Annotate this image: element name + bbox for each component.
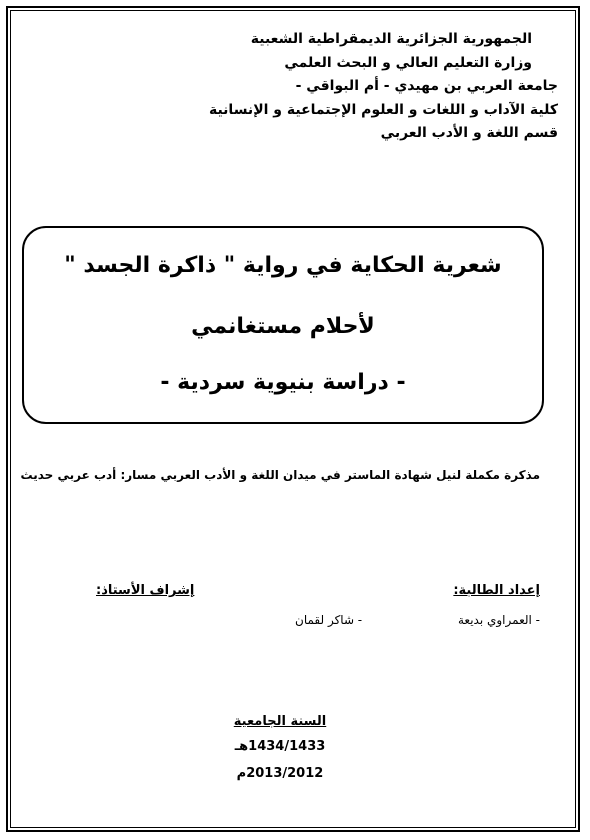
university-line: جامعة العربي بن مهيدي - أم البواقي - bbox=[295, 78, 558, 94]
prepared-by-label: إعداد الطالبة: bbox=[453, 583, 540, 598]
academic-year-block bbox=[190, 714, 370, 781]
title-box bbox=[22, 226, 544, 424]
hijri-year: 1434/1433هـ bbox=[234, 739, 326, 754]
thesis-title-line2: لأحلام مستغانمي bbox=[191, 314, 375, 339]
supervised-by-label: إشراف الأستاذ: bbox=[96, 583, 195, 598]
academic-year-label: السنة الجامعية bbox=[233, 714, 327, 729]
thesis-title-line1: شعرية الحكاية في رواية " ذاكرة الجسد " bbox=[64, 253, 502, 278]
supervisor-name: - شاكر لقمان bbox=[295, 613, 363, 627]
gregorian-year: 2013/2012م bbox=[236, 766, 324, 781]
faculty-line: كلية الآداب و اللغات و العلوم الإجتماعية و الإنسانية bbox=[208, 101, 558, 118]
memo-statement: مذكرة مكملة لنيل شهادة الماستر في ميدان اللغة و الأدب العربي مسار: أدب عربي حديث bbox=[20, 468, 540, 482]
department-line: قسم اللغة و الأدب العربي bbox=[380, 125, 558, 141]
republic-line: الجمهورية الجزائرية الديمقراطية الشعبية bbox=[250, 31, 532, 47]
student-name: - العمراوي بديعة bbox=[457, 613, 540, 627]
institution-header bbox=[62, 31, 558, 150]
thesis-title-line3: - دراسة بنيوية سردية - bbox=[160, 370, 406, 395]
ministry-line: وزارة التعليم العالي و البحث العلمي bbox=[284, 54, 532, 71]
